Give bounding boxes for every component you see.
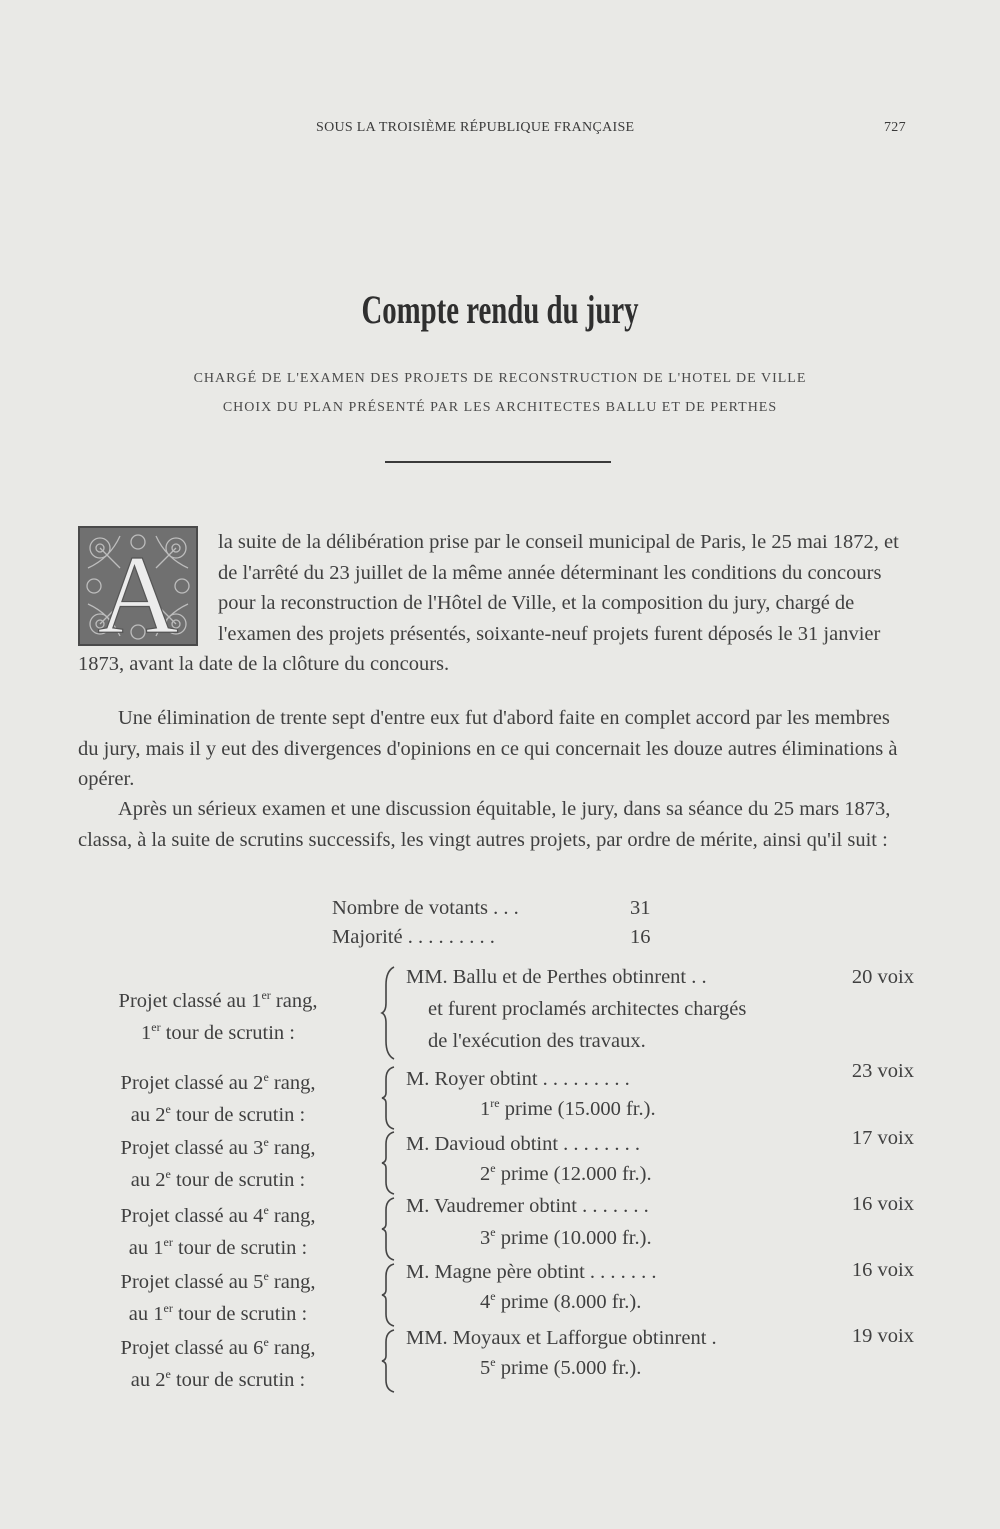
paragraph-1 [78,527,910,680]
subtitle-line-2: CHOIX DU PLAN PRÉSENTÉ PAR LES ARCHITECTES BALLU ET DE PERTHES [222,400,778,415]
result-rank: Projet classé au 6e rang, au 2e tour de scrutin : [120,1335,316,1391]
result-rank: Projet classé au 4e rang, au 1er tour de scrutin : [120,1203,316,1259]
majority-value: 16 [630,926,651,948]
running-title: SOUS LA TROISIÈME RÉPUBLIQUE FRANÇAISE [316,120,635,135]
result-line-3: de l'exécution des travaux. [428,1030,646,1052]
result-line-2: et furent proclamés architectes chargés [428,998,747,1020]
result-votes: 16 voix [851,1259,914,1281]
result-prize: 4e prime (8.000 fr.). [480,1289,642,1313]
result-rank: Projet classé au 2e rang, au 2e tour de scrutin : [120,1070,316,1126]
result-line-1: M. Magne père obtint . . . . . . . [406,1261,657,1283]
result-line-1: M. Royer obtint . . . . . . . . . [406,1068,630,1090]
result-line-1: M. Davioud obtint . . . . . . . . [406,1133,641,1155]
result-votes: 23 voix [851,1060,914,1082]
result-prize: 5e prime (5.000 fr.). [480,1355,642,1379]
title-rule [385,461,611,463]
brace-icon [380,1130,400,1196]
page-number: 727 [884,120,906,135]
result-prize: 2e prime (12.000 fr.). [480,1161,652,1185]
result-line-1: MM. Ballu et de Perthes obtinrent . . [406,966,707,988]
result-row-3 [70,1122,930,1191]
result-votes: 16 voix [851,1193,914,1215]
voters-row [332,897,651,920]
result-rank: Projet classé au 5e rang, au 1er tour de scrutin : [120,1269,316,1325]
result-votes: 20 voix [851,966,914,988]
result-rank: Projet classé au 1er rang, 1er tour de scrutin : [118,988,318,1044]
voters-label: Nombre de votants . . . [332,897,519,919]
result-prize: 3e prime (10.000 fr.). [480,1225,652,1249]
brace-icon [380,1262,400,1328]
page-title: Compte rendu du jury [361,287,639,332]
result-prize: 1re prime (15.000 fr.). [480,1096,656,1120]
paragraph-2: Une élimination de trente sept d'entre eux fut d'abord faite en complet accord par les membres du jury, mais il y eut des divergences d'opinions en ce qui concernait les douze autres éliminations à opérer. [78,707,898,790]
result-line-1: MM. Moyaux et Lafforgue obtinrent . [406,1327,717,1349]
svg-text:A: A [97,533,179,644]
voters-value: 31 [630,897,651,919]
majority-label: Majorité . . . . . . . . . [332,926,495,948]
brace-icon [380,1328,400,1394]
running-head [0,116,1000,140]
subtitle-line-1: CHARGÉ DE L'EXAMEN DES PROJETS DE RECONSTRUCTION DE L'HOTEL DE VILLE [193,371,807,386]
paragraph-1-text: la suite de la délibération prise par le conseil municipal de Paris, le 25 mai 1872, et de l'arrêté du 23 juillet de la même année déterminant les conditions du concours pour la reconstruction de l'Hôtel de Ville, et la composition du jury, chargé de l'examen des projets présentés, soixante-neuf projets furent déposés le 31 janvier 1873, avant la date de la clôture du concours. [78,531,899,675]
result-votes: 17 voix [851,1127,914,1149]
result-row-4 [70,1188,930,1259]
brace-icon [380,1196,400,1262]
result-votes: 19 voix [851,1325,914,1347]
result-row-5 [70,1254,930,1325]
result-row-6 [70,1320,930,1390]
paragraph-3: Après un sérieux examen et une discussion équitable, le jury, dans sa séance du 25 mars 1873, classa, à la suite de scrutins successifs, les vingt autres projets, par ordre de mérite, ainsi qu'il suit : [78,798,891,851]
result-line-1: M. Vaudremer obtint . . . . . . . [406,1195,649,1217]
result-rank: Projet classé au 3e rang, au 2e tour de scrutin : [120,1135,316,1191]
result-row-1 [70,961,930,1061]
majority-row [332,926,651,949]
brace-icon [380,965,400,1061]
result-row-2 [70,1055,930,1126]
